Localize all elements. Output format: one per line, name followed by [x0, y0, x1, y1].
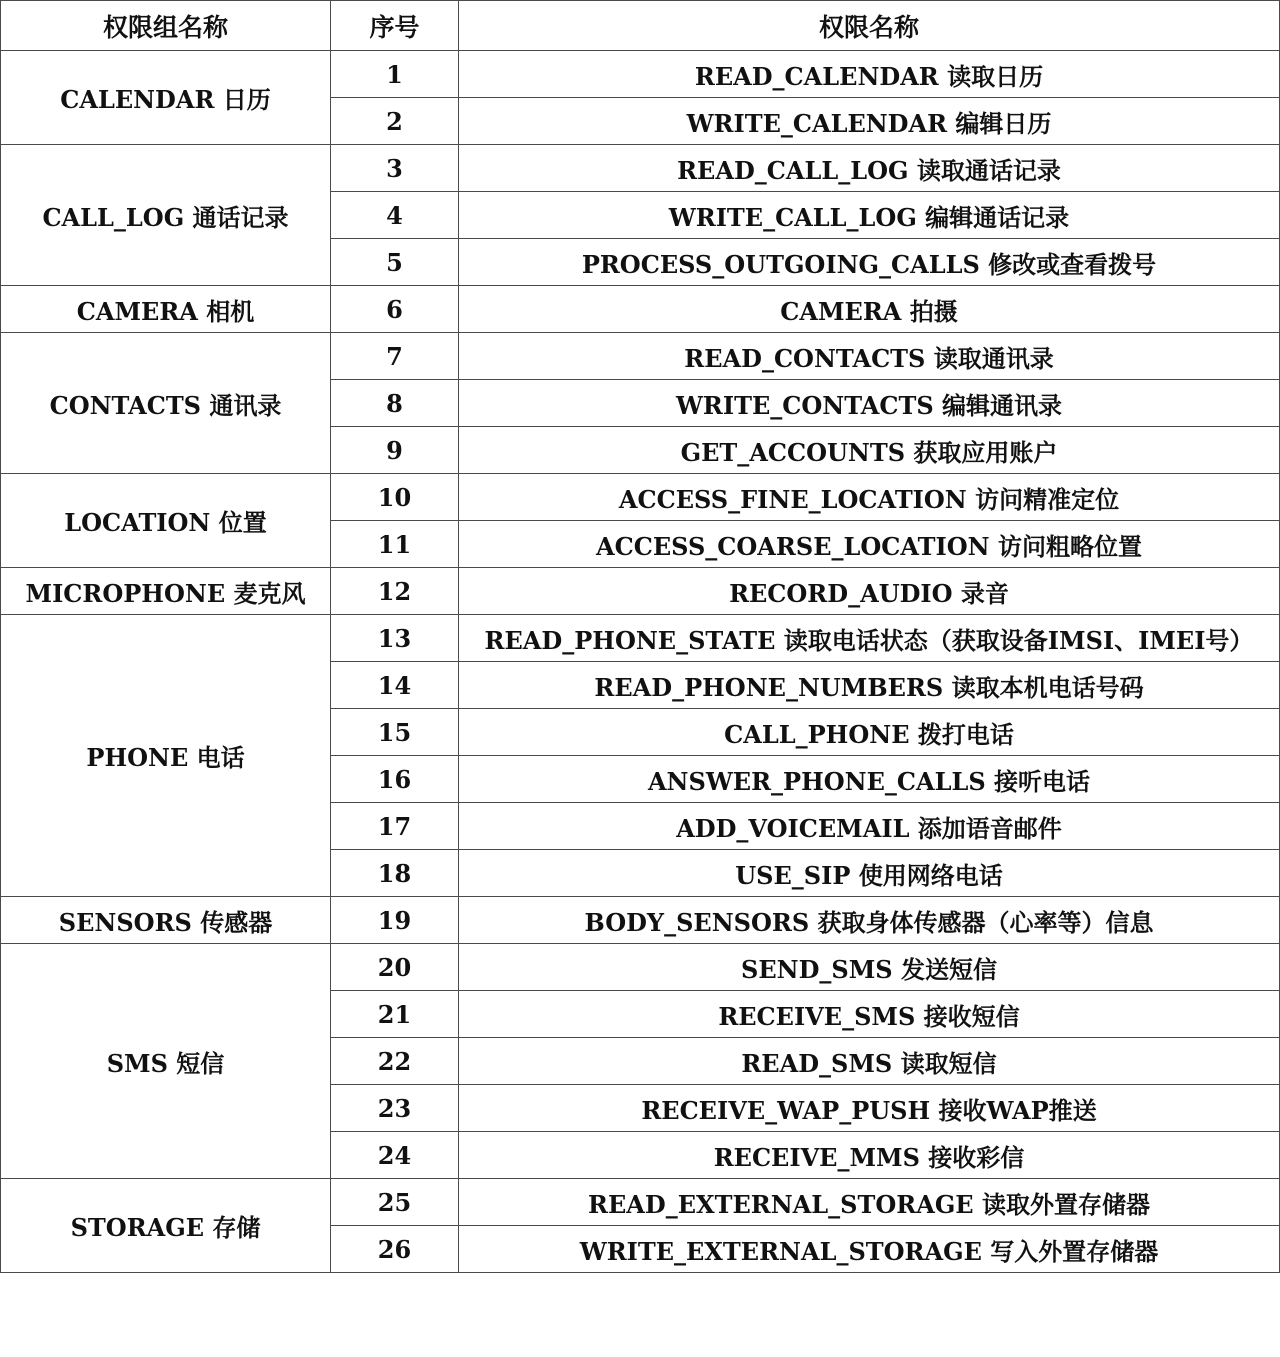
row-number-cell: 9 — [331, 427, 459, 474]
permission-name-cell: ANSWER_PHONE_CALLS 接听电话 — [459, 756, 1280, 803]
permission-name-cell: USE_SIP 使用网络电话 — [459, 850, 1280, 897]
row-number-cell: 17 — [331, 803, 459, 850]
permission-name-cell: READ_CALL_LOG 读取通话记录 — [459, 145, 1280, 192]
table-row — [1, 615, 1280, 662]
group-name-cell: SMS 短信 — [1, 944, 331, 1179]
group-name-cell: CAMERA 相机 — [1, 286, 331, 333]
row-number-cell: 16 — [331, 756, 459, 803]
row-number-cell: 8 — [331, 380, 459, 427]
group-name-cell: SENSORS 传感器 — [1, 897, 331, 944]
row-number-cell: 20 — [331, 944, 459, 991]
permission-name-cell: ADD_VOICEMAIL 添加语音邮件 — [459, 803, 1280, 850]
permission-name-cell: ACCESS_COARSE_LOCATION 访问粗略位置 — [459, 521, 1280, 568]
row-number-cell: 22 — [331, 1038, 459, 1085]
group-name-cell: CONTACTS 通讯录 — [1, 333, 331, 474]
group-name-cell: PHONE 电话 — [1, 615, 331, 897]
row-number-cell: 6 — [331, 286, 459, 333]
row-number-cell: 1 — [331, 51, 459, 98]
row-number-cell: 19 — [331, 897, 459, 944]
group-name-cell: MICROPHONE 麦克风 — [1, 568, 331, 615]
table-row — [1, 897, 1280, 944]
row-number-cell: 7 — [331, 333, 459, 380]
permission-name-cell: RECORD_AUDIO 录音 — [459, 568, 1280, 615]
header-group-name: 权限组名称 — [1, 1, 331, 51]
permission-name-cell: SEND_SMS 发送短信 — [459, 944, 1280, 991]
permission-name-cell: READ_PHONE_STATE 读取电话状态（获取设备IMSI、IMEI号） — [459, 615, 1280, 662]
permission-name-cell: READ_PHONE_NUMBERS 读取本机电话号码 — [459, 662, 1280, 709]
row-number-cell: 24 — [331, 1132, 459, 1179]
table-row — [1, 333, 1280, 380]
permission-name-cell: CALL_PHONE 拨打电话 — [459, 709, 1280, 756]
row-number-cell: 5 — [331, 239, 459, 286]
row-number-cell: 15 — [331, 709, 459, 756]
permission-name-cell: WRITE_CALENDAR 编辑日历 — [459, 98, 1280, 145]
row-number-cell: 21 — [331, 991, 459, 1038]
permission-name-cell: RECEIVE_SMS 接收短信 — [459, 991, 1280, 1038]
permission-name-cell: WRITE_CALL_LOG 编辑通话记录 — [459, 192, 1280, 239]
table-row — [1, 944, 1280, 991]
table-row — [1, 568, 1280, 615]
row-number-cell: 23 — [331, 1085, 459, 1132]
permission-name-cell: CAMERA 拍摄 — [459, 286, 1280, 333]
header-row — [1, 1, 1280, 51]
permission-name-cell: READ_CONTACTS 读取通讯录 — [459, 333, 1280, 380]
table-row — [1, 51, 1280, 98]
group-name-cell: STORAGE 存储 — [1, 1179, 331, 1273]
table-row — [1, 1179, 1280, 1226]
permission-name-cell: ACCESS_FINE_LOCATION 访问精准定位 — [459, 474, 1280, 521]
header-number: 序号 — [331, 1, 459, 51]
permission-name-cell: PROCESS_OUTGOING_CALLS 修改或查看拨号 — [459, 239, 1280, 286]
row-number-cell: 10 — [331, 474, 459, 521]
row-number-cell: 12 — [331, 568, 459, 615]
row-number-cell: 18 — [331, 850, 459, 897]
row-number-cell: 4 — [331, 192, 459, 239]
row-number-cell: 13 — [331, 615, 459, 662]
table-row — [1, 474, 1280, 521]
row-number-cell: 25 — [331, 1179, 459, 1226]
row-number-cell: 14 — [331, 662, 459, 709]
permission-name-cell: BODY_SENSORS 获取身体传感器（心率等）信息 — [459, 897, 1280, 944]
row-number-cell: 26 — [331, 1226, 459, 1273]
row-number-cell: 11 — [331, 521, 459, 568]
group-name-cell: CALL_LOG 通话记录 — [1, 145, 331, 286]
group-name-cell: LOCATION 位置 — [1, 474, 331, 568]
permission-name-cell: WRITE_CONTACTS 编辑通讯录 — [459, 380, 1280, 427]
permission-name-cell: READ_SMS 读取短信 — [459, 1038, 1280, 1085]
row-number-cell: 3 — [331, 145, 459, 192]
row-number-cell: 2 — [331, 98, 459, 145]
group-name-cell: CALENDAR 日历 — [1, 51, 331, 145]
permission-name-cell: READ_CALENDAR 读取日历 — [459, 51, 1280, 98]
header-permission-name: 权限名称 — [459, 1, 1280, 51]
table-row — [1, 286, 1280, 333]
table-row — [1, 145, 1280, 192]
table-body — [1, 51, 1280, 1273]
permission-name-cell: RECEIVE_MMS 接收彩信 — [459, 1132, 1280, 1179]
permission-name-cell: READ_EXTERNAL_STORAGE 读取外置存储器 — [459, 1179, 1280, 1226]
permission-name-cell: RECEIVE_WAP_PUSH 接收WAP推送 — [459, 1085, 1280, 1132]
permission-name-cell: GET_ACCOUNTS 获取应用账户 — [459, 427, 1280, 474]
permission-name-cell: WRITE_EXTERNAL_STORAGE 写入外置存储器 — [459, 1226, 1280, 1273]
